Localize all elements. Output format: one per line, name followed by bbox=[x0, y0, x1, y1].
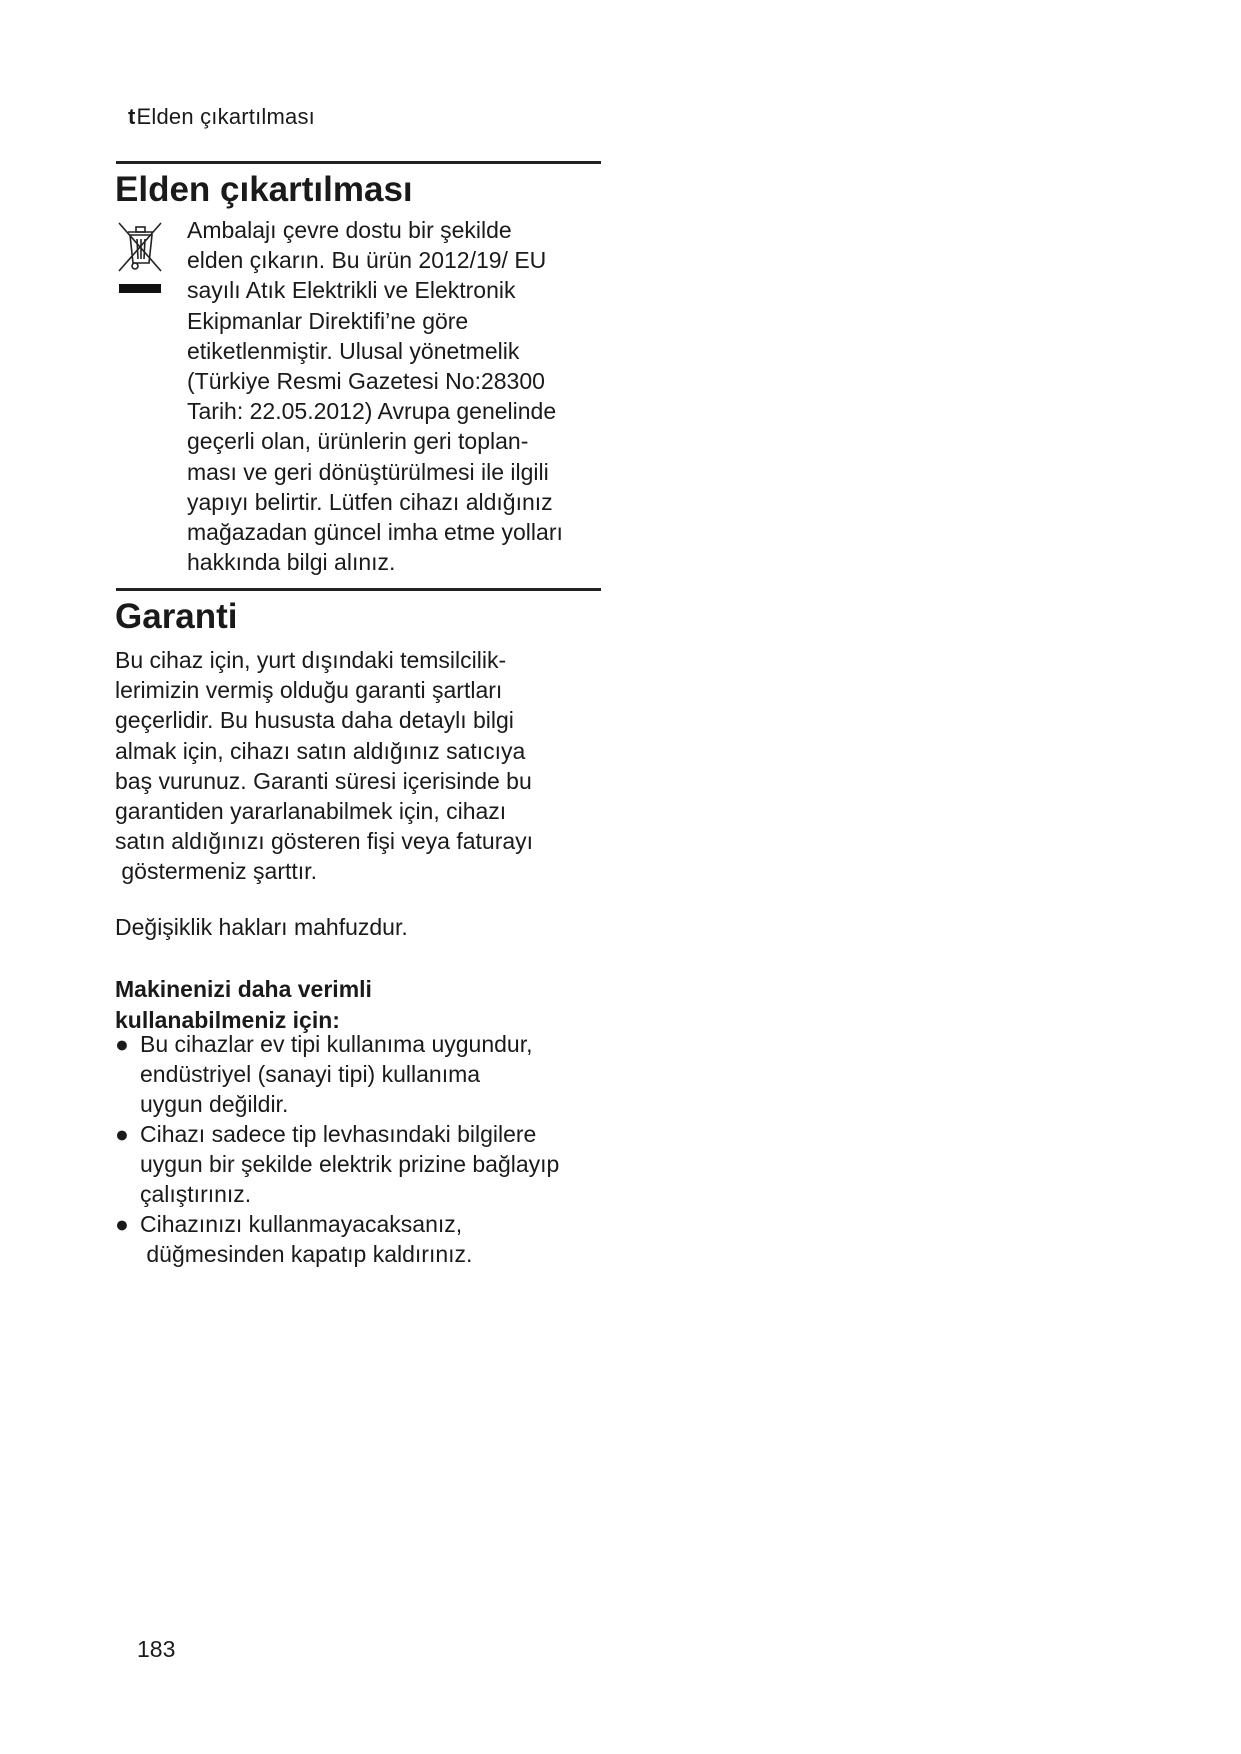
text-line: etiketlenmiştir. Ulusal yönetmelik bbox=[187, 337, 520, 364]
text-line: geçerli olan, ürünlerin geri toplan- bbox=[187, 428, 529, 455]
text-line: (Türkiye Resmi Gazetesi No:28300 bbox=[187, 368, 545, 395]
text-line: endüstriyel (sanayi tipi) kullanıma bbox=[140, 1061, 481, 1087]
text-line: Bu cihaz için, yurt dışındaki temsilcilik- bbox=[115, 647, 507, 673]
tips-title bbox=[115, 974, 372, 1035]
text-line: elden çıkarın. Bu ürün 2012/19/ EU bbox=[187, 247, 547, 274]
running-header-title: Elden çıkartılması bbox=[136, 104, 315, 129]
section-divider bbox=[116, 588, 601, 591]
text-line: Cihazınızı kullanmayacaksanız, bbox=[140, 1211, 463, 1237]
guarantee-paragraph bbox=[115, 645, 605, 887]
text-line: yapıyı belirtir. Lütfen cihazı aldığınız bbox=[187, 488, 553, 515]
text-line: Bu cihazlar ev tipi kullanıma uygundur, bbox=[140, 1031, 533, 1057]
text-line: geçerlidir. Bu hususta daha detaylı bilgi bbox=[115, 707, 514, 734]
text-line: sayılı Atık Elektrikli ve Elektronik bbox=[187, 277, 516, 304]
running-header-code: t bbox=[128, 104, 136, 129]
section-divider bbox=[116, 161, 601, 164]
tips-list bbox=[115, 1029, 615, 1269]
text-line: lerimizin vermiş olduğu garanti şartları bbox=[115, 677, 503, 704]
text-line: uygun değildir. bbox=[140, 1091, 289, 1117]
tips-title-line: Makinenizi daha verimli bbox=[115, 976, 372, 1002]
text-line: uygun bir şekilde elektrik prizine bağlayıp bbox=[140, 1151, 560, 1177]
section-title-guarantee: Garanti bbox=[115, 597, 238, 636]
bullet-icon: ● bbox=[115, 1121, 129, 1147]
text-line: ması ve geri dönüştürülmesi ile ilgili bbox=[187, 458, 549, 485]
text-line: satın aldığınızı gösteren fişi veya faturayı bbox=[115, 828, 534, 855]
changes-note: Değişiklik hakları mahfuzdur. bbox=[115, 914, 408, 940]
bullet-icon: ● bbox=[115, 1211, 129, 1237]
text-line: göstermeniz şarttır. bbox=[115, 858, 317, 885]
text-line: Ekipmanlar Direktifi’ne göre bbox=[187, 307, 469, 334]
text-line: garantiden yararlanabilmek için, cihazı bbox=[115, 798, 507, 825]
list-item bbox=[115, 1029, 615, 1119]
section-title-disposal: Elden çıkartılması bbox=[115, 170, 413, 209]
text-line: almak için, cihazı satın aldığınız satıcıya bbox=[115, 737, 526, 764]
text-line: Tarih: 22.05.2012) Avrupa genelinde bbox=[187, 398, 557, 425]
page-number: 183 bbox=[137, 1636, 176, 1662]
bullet-icon: ● bbox=[115, 1031, 129, 1057]
tips-title-line: kullanabilmeniz için: bbox=[115, 1006, 340, 1033]
running-header bbox=[128, 104, 315, 130]
text-line: hakkında bilgi alınız. bbox=[187, 549, 396, 576]
text-line: mağazadan güncel imha etme yolları bbox=[187, 519, 563, 546]
text-line: düğmesinden kapatıp kaldırınız. bbox=[140, 1241, 473, 1267]
text-line: çalıştırınız. bbox=[140, 1181, 252, 1207]
disposal-paragraph bbox=[187, 215, 617, 577]
text-line: Ambalajı çevre dostu bir şekilde bbox=[187, 217, 512, 243]
list-item bbox=[115, 1209, 615, 1269]
crossed-out-wheelie-bin-icon bbox=[113, 219, 167, 297]
list-item bbox=[115, 1119, 615, 1209]
text-line: Cihazı sadece tip levhasındaki bilgilere bbox=[140, 1121, 537, 1147]
text-line: baş vurunuz. Garanti süresi içerisinde bu bbox=[115, 767, 532, 794]
